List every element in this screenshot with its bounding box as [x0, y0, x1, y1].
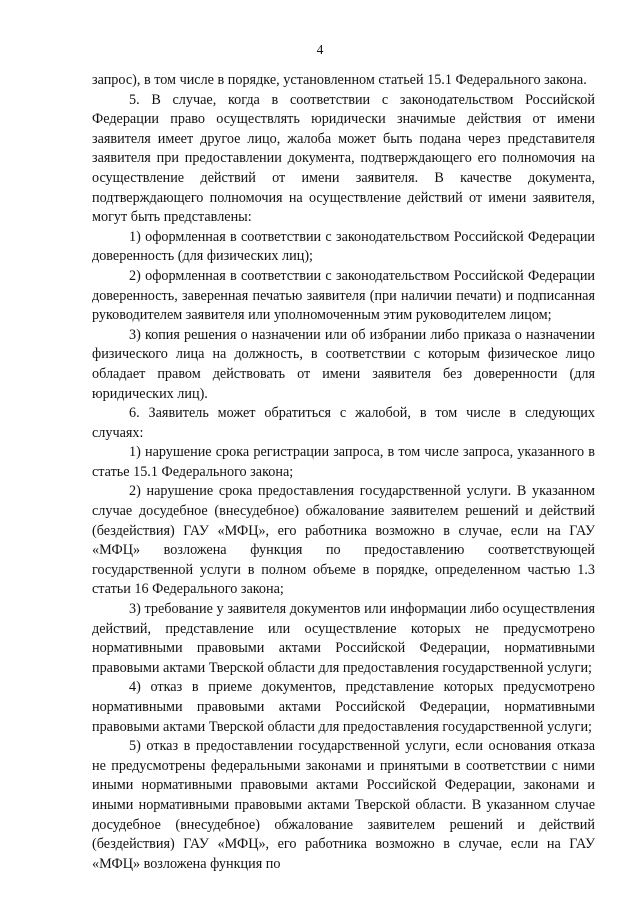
paragraph-subitem-6-1: 1) нарушение срока регистрации запроса, в том числе запроса, указанного в статье 15.1 Федерального закона;	[92, 444, 595, 480]
paragraph-item-5: 5. В случае, когда в соответствии с законодательством Российской Федерации право осуществлять юридически значимые действия от имени заявителя имеет другое лицо, жалоба может быть подана через представителя заявителя при предоставлении документа, подтверждающего его полномочия на осуществление действий от имени заявителя. В качестве документа, подтверждающего полномочия на осуществление действий от имени заявителя, могут быть представлены:	[92, 91, 595, 226]
document-body	[92, 71, 595, 874]
paragraph-subitem-6-5: 5) отказ в предоставлении государственной услуги, если основания отказа не предусмотрены федеральными законами и принятыми в соответствии с ними иными нормативными правовыми актами Российской Федерации, законами и иными нормативными правовыми актами Тверской области. В указанном случае досудебное (внесудебное) обжалование заявителем решений и действий (бездействия) ГАУ «МФЦ», его работника возможно в случае, если на ГАУ «МФЦ» возложена функция по	[92, 738, 595, 872]
paragraph-continuation: запрос), в том числе в порядке, установленном статьей 15.1 Федерального закона.	[92, 72, 587, 88]
paragraph-subitem-5-3: 3) копия решения о назначении или об избрании либо приказа о назначении физического лица на должность, в соответствии с которым физическое лицо обладает правом действовать от имени заявителя без доверенности (для юридических лиц).	[92, 326, 595, 402]
paragraph-subitem-6-4: 4) отказ в приеме документов, представление которых предусмотрено нормативными правовыми актами Российской Федерации, нормативными правовыми актами Тверской области для предоставления государственной услуги;	[92, 679, 595, 735]
paragraph-subitem-5-2: 2) оформленная в соответствии с законодательством Российской Федерации доверенность, заверенная печатью заявителя (при наличии печати) и подписанная руководителем заявителя или уполномоченным этим руководителем лицом;	[92, 267, 595, 324]
paragraph-item-6: 6. Заявитель может обратиться с жалобой, в том числе в следующих случаях:	[92, 405, 595, 441]
paragraph-subitem-6-3: 3) требование у заявителя документов или информации либо осуществления действий, представление или осуществление которых не предусмотрено нормативными правовыми актами Российской Федерации, нормативными правовыми актами Тверской области для предоставления государственной услуги;	[92, 601, 595, 676]
paragraph-subitem-6-2: 2) нарушение срока предоставления государственной услуги. В указанном случае досудебное (внесудебное) обжалование заявителем решений и действий (бездействия) ГАУ «МФЦ», его работника возможно в случае, если на ГАУ «МФЦ» возложена функция по предоставлению соответствующей государственной услуги в полном объеме в порядке, определенном частью 1.3 статьи 16 Федерального закона;	[92, 483, 595, 598]
paragraph-subitem-5-1: 1) оформленная в соответствии с законодательством Российской Федерации доверенность (для физических лиц);	[92, 228, 595, 265]
page-number: 4	[316, 42, 324, 57]
